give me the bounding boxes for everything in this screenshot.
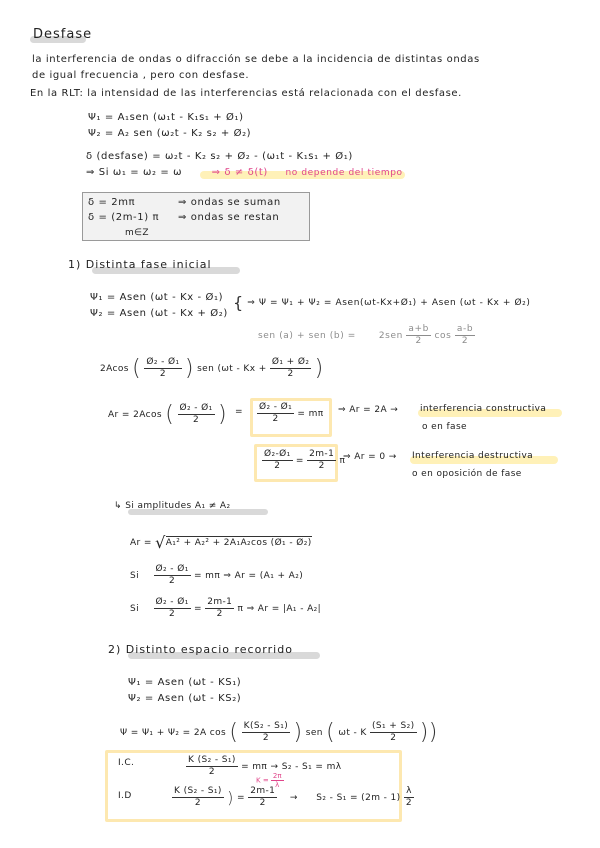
box-row2-left: δ = (2m-1) π xyxy=(88,212,160,223)
equation-psi1: Ψ₁ = A₁sen (ω₁t - K₁s₁ + Ø₁) xyxy=(88,112,244,123)
ar-definition: Ar = 2Acos ( $\frac{\text{Ø₂ - Ø₁}}{2}$ ) xyxy=(108,402,227,427)
constructive-result: ⇒ Ar = 2A → xyxy=(338,405,399,415)
page-title: Desfase xyxy=(33,27,93,42)
intro-line-2: de igual frecuencia , pero con desfase. xyxy=(32,70,250,81)
sum-mid: sen (ωt - Kx + xyxy=(197,364,270,374)
sum-pre: 2Acos xyxy=(100,364,129,374)
constructive-condition: $\frac{\text{Ø₂ - Ø₁}}{2}$ = mπ xyxy=(259,402,324,424)
si-condition-text: ⇒ Si ω₁ = ω₂ = ω xyxy=(86,167,183,178)
id-label: I.D xyxy=(118,791,132,801)
identity-frac-1: $\frac{a+b}{2}$ xyxy=(408,324,429,346)
destructive-result: ⇒ Ar = 0 → xyxy=(343,452,397,462)
si-condition xyxy=(86,167,403,178)
id-condition: $\frac{\text{K (S₂ - S₁)}}{2}$ ) = $\frac{2m-1}{2}$ → S₂ - S₁ = (2m - 1) $\frac{\lambda}{2}$ xyxy=(174,786,412,808)
sum-frac-2: $\frac{\text{Ø₁ + Ø₂}}{2}$ xyxy=(271,357,310,379)
s1-sum: { ⇒ Ψ = Ψ₁ + Ψ₂ = Asen(ωt-Kx+Ø₁) + Asen (ωt - Kx + Ø₂) xyxy=(233,293,531,312)
sum-frac: $\frac{\text{Ø₂ - Ø₁}}{2}$ xyxy=(146,357,180,379)
s2-psi2: Ψ₂ = Asen (ωt - KS₂) xyxy=(128,693,242,704)
identity-frac-2: $\frac{a-b}{2}$ xyxy=(456,324,474,346)
destructive-condition: $\frac{\text{Ø₂-Ø₁}}{2}$ = $\frac{2m-1}{2}$ π xyxy=(264,449,346,471)
sum-identity xyxy=(258,324,475,347)
amp-case-1: Si $\frac{\text{Ø₂ - Ø₁}}{2}$ = mπ ⇒ Ar = (A₁ + A₂) xyxy=(130,564,304,586)
box-row1-right: ⇒ ondas se suman xyxy=(178,197,281,208)
section2-title: 2) Distinto espacio recorrido xyxy=(108,643,293,656)
box-row2-right: ⇒ ondas se restan xyxy=(178,212,280,223)
s1-sum-text: ⇒ Ψ = Ψ₁ + Ψ₂ = Asen(ωt-Kx+Ø₁) + Asen (ωt - Kx + Ø₂) xyxy=(247,298,531,308)
ar-equals: = xyxy=(235,407,243,417)
amplitudes-title: ↳ Si amplitudes A₁ ≠ A₂ xyxy=(114,501,231,511)
ar-frac: $\frac{\text{Ø₂ - Ø₁}}{2}$ xyxy=(179,403,213,425)
equation-psi2: Ψ₂ = A₂ sen (ω₂t - K₂ s₂ + Ø₂) xyxy=(88,128,252,139)
ic-label: I.C. xyxy=(118,758,135,768)
ar-sqrt: Ar = √A₁² + A₂² + 2A₁A₂cos (Ø₁ - Ø₂) xyxy=(130,533,312,552)
amp-case-2: Si $\frac{\text{Ø₂ - Ø₁}}{2}$ = $\frac{2m-1}{2}$ π ⇒ Ar = |A₁ - A₂| xyxy=(130,597,322,619)
ar-pre: Ar = 2Acos xyxy=(108,410,162,420)
identity-left: sen (a) + sen (b) = xyxy=(258,331,356,341)
section1-title: 1) Distinta fase inicial xyxy=(68,258,212,271)
destructive-label-2: o en oposición de fase xyxy=(412,469,522,479)
k-note: K = $\frac{2\pi}{\lambda}$ xyxy=(256,772,282,789)
ic-condition: $\frac{\text{K (S₂ - S₁)}}{2}$ = mπ → S₂ - S₁ = mλ xyxy=(188,755,342,777)
box-row3: m∈Z xyxy=(125,228,149,238)
box-row1-left: δ = 2mπ xyxy=(88,197,136,208)
delta-definition: δ (desfase) = ω₂t - K₂ s₂ + Ø₂ - (ω₁t - K₁s₁ + Ø₁) xyxy=(86,151,353,162)
destructive-label: Interferencia destructiva xyxy=(412,451,534,461)
si-implication: ⇒ δ ≠ δ(t) xyxy=(211,167,268,178)
s1-psi2: Ψ₂ = Asen (ωt - Kx + Ø₂) xyxy=(90,308,228,319)
s1-sum-result: 2Acos ( $\frac{\text{Ø₂ - Ø₁}}{2}$ ) sen (ωt - Kx + $\frac{\text{Ø₁ + Ø₂}}{2}$ ) xyxy=(100,356,324,381)
s1-psi1: Ψ₁ = Asen (ωt - Kx - Ø₁) xyxy=(90,292,224,303)
intro-line-1: la interferencia de ondas o difracción se debe a la incidencia de distintas ondas xyxy=(32,54,480,65)
constructive-label: interferencia constructiva xyxy=(420,404,547,414)
s2-sum: Ψ = Ψ₁ + Ψ₂ = 2A cos ( $\frac{\text{K(S₂ - S₁)}}{2}$ ) sen ( ωt - K $\frac{\text{(S₁ + S₂)}}{2}$ )) xyxy=(120,720,438,745)
constructive-label-2: o en fase xyxy=(422,422,467,432)
si-note: no depende del tiempo xyxy=(285,168,403,178)
identity-sen: 2sen xyxy=(378,331,403,341)
s2-psi1: Ψ₁ = Asen (ωt - KS₁) xyxy=(128,677,242,688)
intro-line-3: En la RLT: la intensidad de las interferencias está relacionada con el desfase. xyxy=(30,88,462,99)
identity-cos: cos xyxy=(434,331,452,341)
